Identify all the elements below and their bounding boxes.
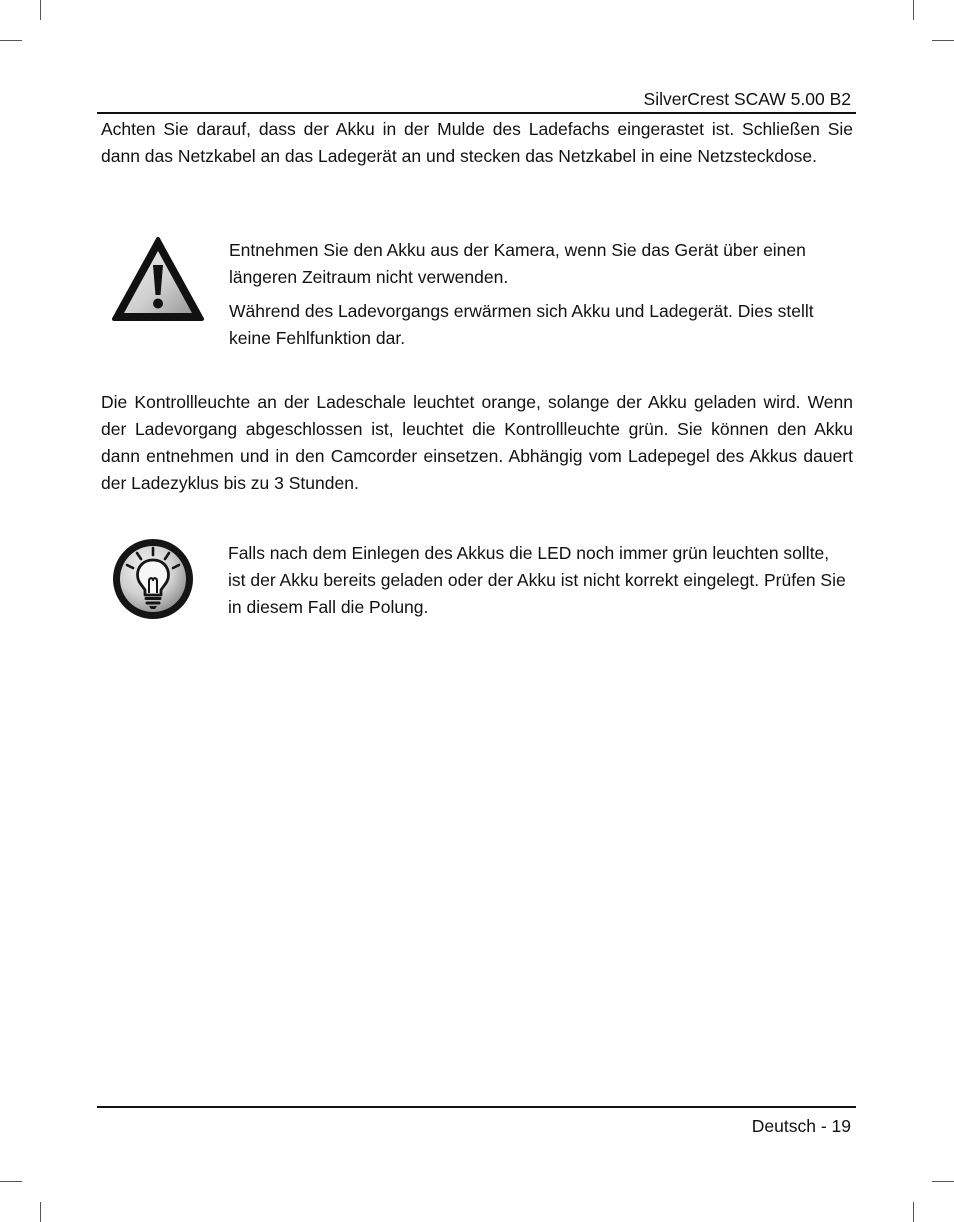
warning-triangle-icon bbox=[110, 235, 206, 323]
crop-mark bbox=[0, 1181, 22, 1182]
warning-text-heat: Während des Ladevorgangs erwärmen sich Akku und Ladegerät. Dies stellt keine Fehlfunktion dar. bbox=[229, 301, 814, 348]
header-rule bbox=[97, 112, 856, 114]
crop-mark bbox=[913, 0, 914, 20]
crop-mark bbox=[40, 0, 41, 20]
tip-text-led-green: Falls nach dem Einlegen des Akkus die LED noch immer grün leuchten sollte, ist der Akku bereits geladen oder der Akku ist nicht korrekt eingelegt. Prüfen Sie in diesem Fall die Polung. bbox=[228, 543, 846, 617]
warning-text-remove-battery: Entnehmen Sie den Akku aus der Kamera, wenn Sie das Gerät über einen längeren Zeitraum nicht verwenden. bbox=[229, 240, 806, 287]
crop-mark bbox=[913, 1202, 914, 1222]
crop-mark bbox=[0, 40, 22, 41]
paragraph-battery-insert: Achten Sie darauf, dass der Akku in der Mulde des Ladefachs eingerastet ist. Schließen Sie dann das Netzkabel an das Ladegerät an und stecken das Netzkabel in eine Netzsteckdose. bbox=[101, 119, 853, 166]
crop-mark bbox=[932, 40, 954, 41]
crop-mark bbox=[932, 1181, 954, 1182]
crop-mark bbox=[40, 1202, 41, 1222]
document-title: SilverCrest SCAW 5.00 B2 bbox=[643, 89, 851, 109]
lightbulb-icon bbox=[108, 535, 196, 621]
page-number: Deutsch - 19 bbox=[751, 1116, 851, 1136]
paragraph-charge-indicator: Die Kontrollleuchte an der Ladeschale leuchtet orange, solange der Akku geladen wird. Wenn der Ladevorgang abgeschlossen ist, leuchtet die Kontrollleuchte grün. Sie können den Akku dann entnehmen und in den Camcorder einsetzen. Abhängig vom Ladepegel des Akkus dauert der Ladezyklus bis zu 3 Stunden. bbox=[101, 392, 853, 493]
footer-rule bbox=[97, 1106, 856, 1108]
